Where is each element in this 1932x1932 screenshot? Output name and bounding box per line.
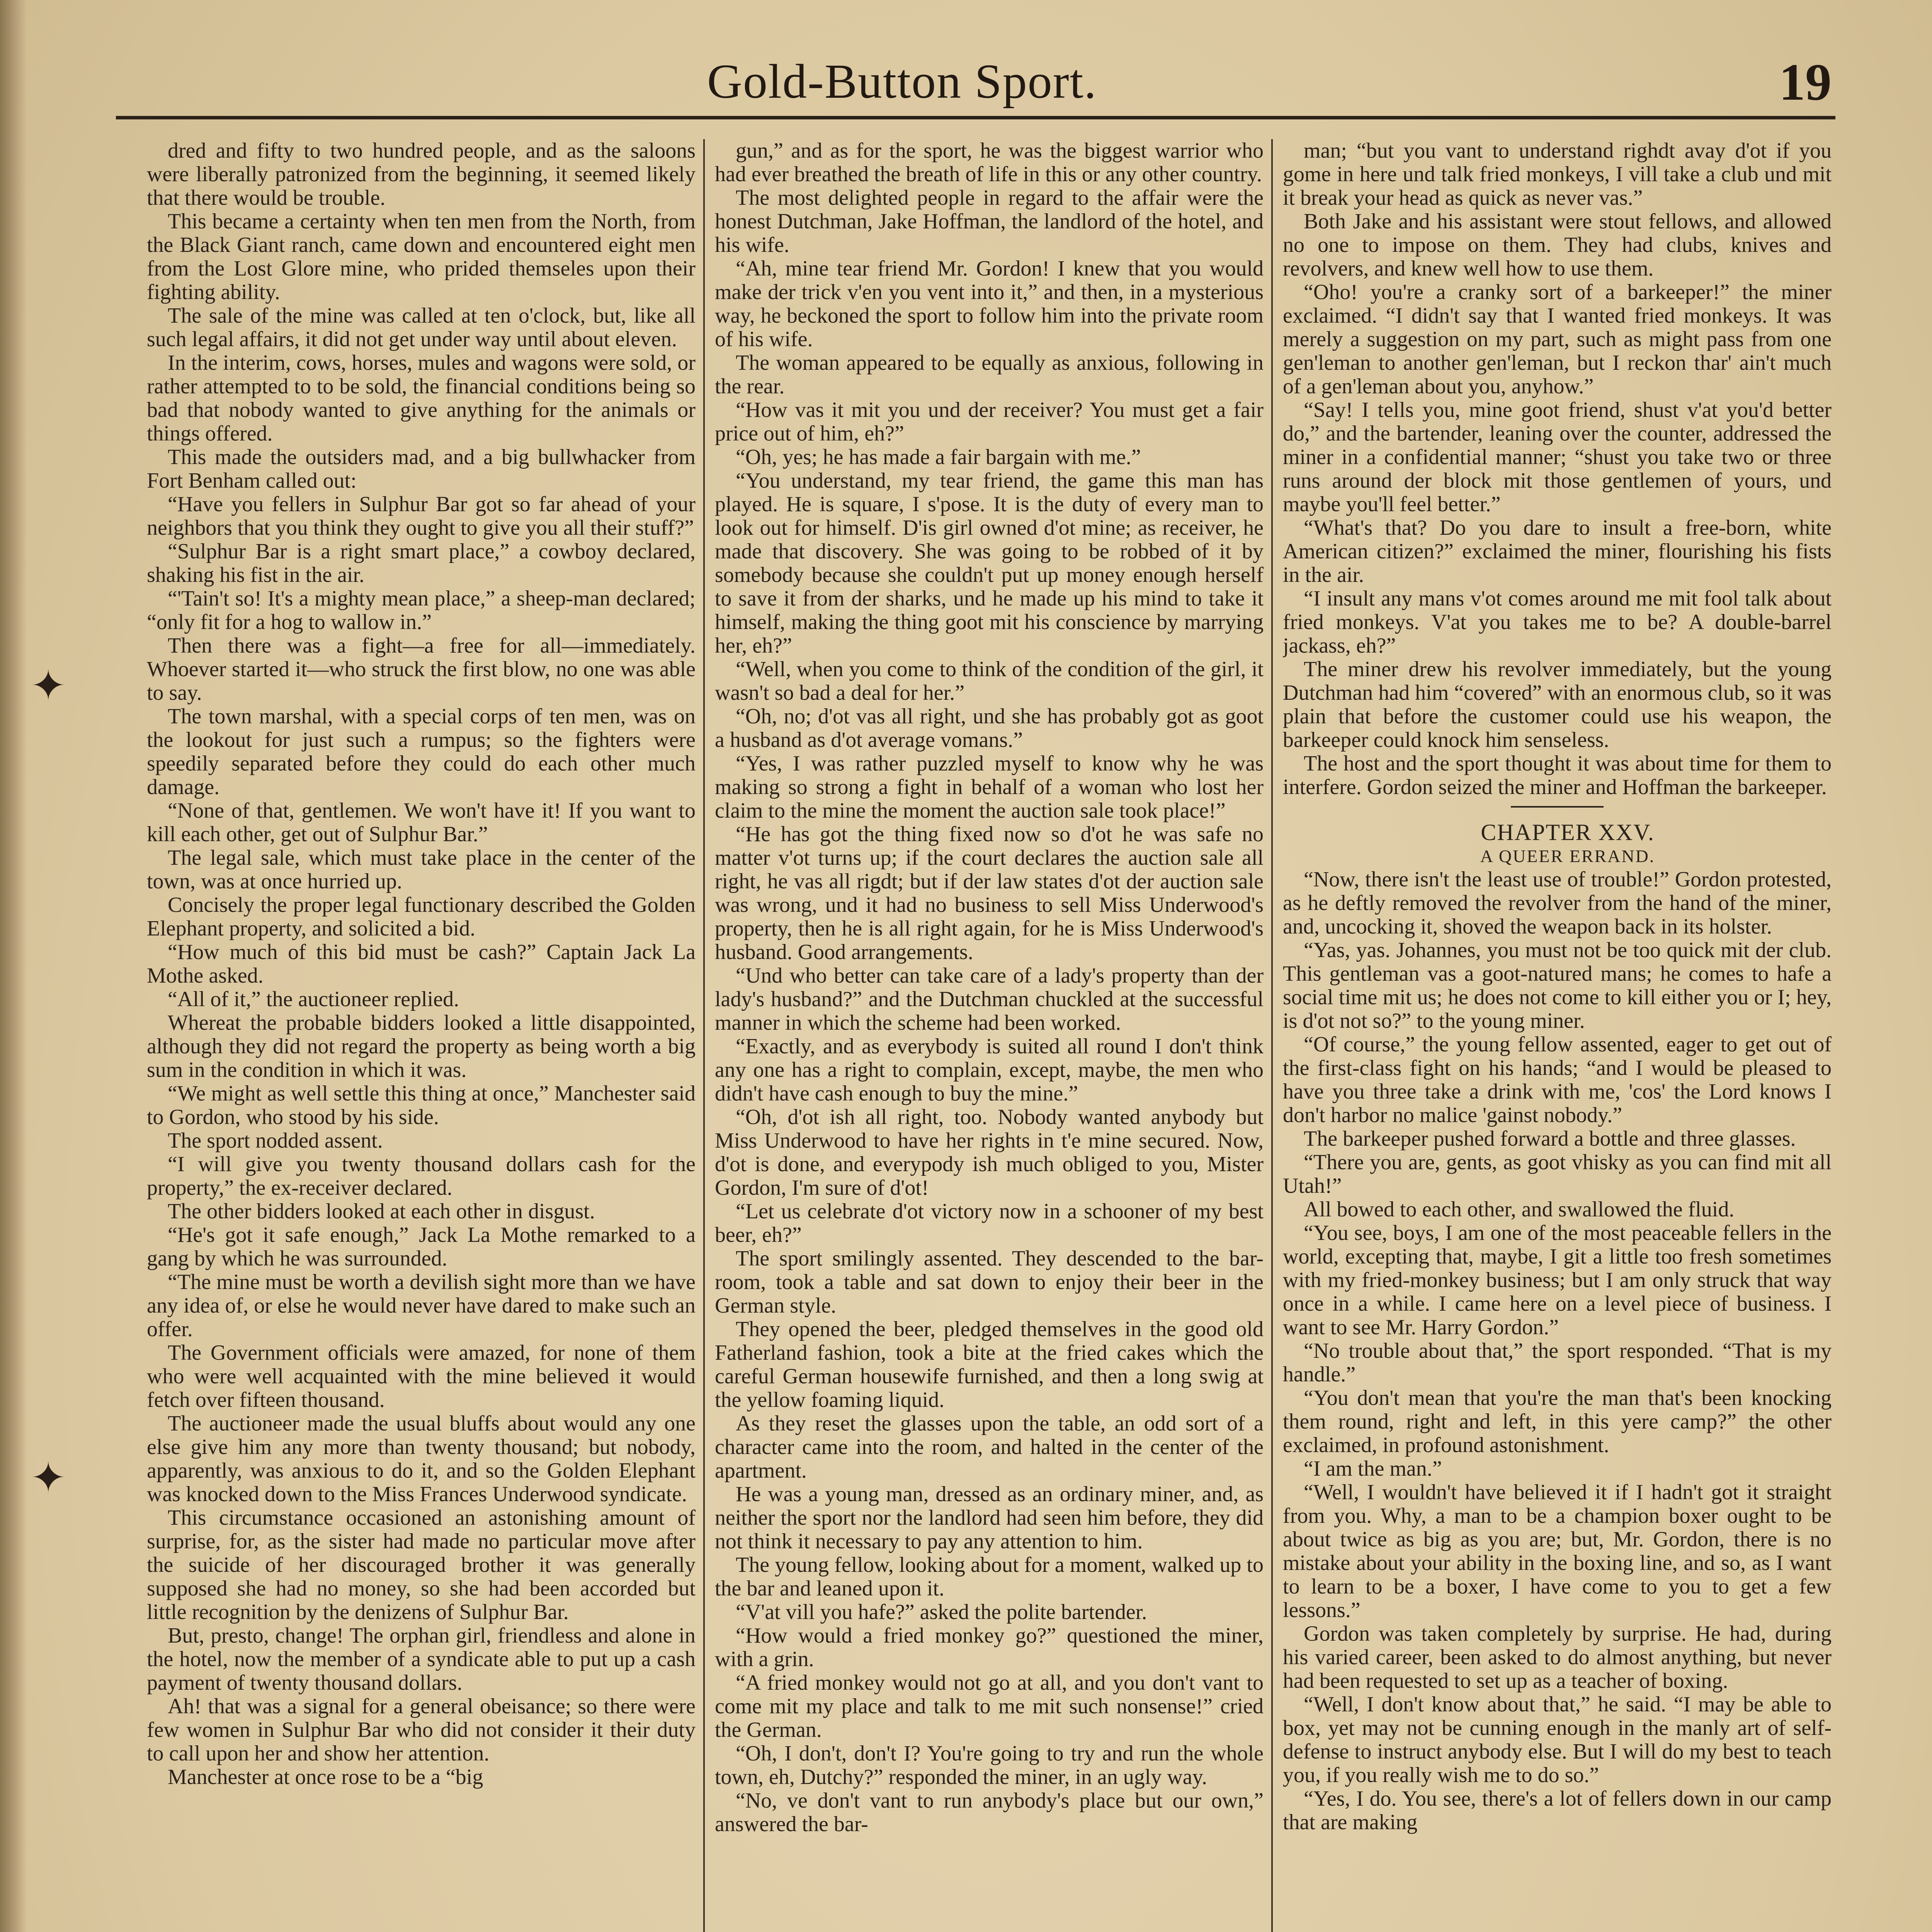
paragraph: The auctioneer made the usual bluffs about would any one else give him any more than twenty thousand; but nobody, apparently, was anxious to do it, and so the Golden Elephant was knocked down to the Miss Frances Underwood syndicate. bbox=[147, 1412, 696, 1506]
paragraph: This circumstance occasioned an astonishing amount of surprise, for, as the sister had made no particular move after the suicide of her discouraged brother it was generally supposed she had no money, so she had been accorded but little recognition by the denizens of Sulphur Bar. bbox=[147, 1506, 696, 1624]
paragraph: “Oh, d'ot ish all right, too. Nobody wanted anybody but Miss Underwood to have her rights in t'e mine secured. Now, d'ot is done, and everypody ish much obliged to you, Mister Gordon, I'm sure of d'ot! bbox=[715, 1105, 1264, 1200]
binding-hole-icon: ✦ bbox=[30, 662, 66, 709]
page-header bbox=[116, 35, 1835, 119]
paragraph: The sport smilingly assented. They descended to the bar-room, took a table and sat down to enjoy their beer in the German style. bbox=[715, 1247, 1264, 1318]
paragraph: “No, ve don't vant to run anybody's place but our own,” answered the bar- bbox=[715, 1789, 1264, 1836]
page-number: 19 bbox=[1779, 53, 1832, 111]
paragraph: “Have you fellers in Sulphur Bar got so far ahead of your neighbors that you think they ought to give you all their stuff?” bbox=[147, 492, 696, 540]
paragraph: “No trouble about that,” the sport responded. “That is my handle.” bbox=[1283, 1339, 1832, 1386]
paragraph: “You understand, my tear friend, the game this man has played. He is square, I s'pose. It is the duty of every man to look out for himself. D'is girl owned d'ot mine; as receiver, he made that discovery. She was going to be robbed of it by somebody because she couldn't put up money enough herself to save it from der sharks, und he made up his mind to take it himself, making the thing goot mit his conscience by marrying her, eh?” bbox=[715, 469, 1264, 658]
paragraph: “The mine must be worth a devilish sight more than we have any idea of, or else he would never have dared to make such an offer. bbox=[147, 1270, 696, 1341]
paragraph: “Yas, yas. Johannes, you must not be too quick mit der club. This gentleman vas a goot-natured mans; he comes to hafe a social time mit us; he does not come to kill either you or I; hey, is d'ot not so?” to the young miner. bbox=[1283, 938, 1832, 1033]
paragraph: “Und who better can take care of a lady's property than der lady's husband?” and the Dutchman chuckled at the successful manner in which the scheme had been worked. bbox=[715, 964, 1264, 1035]
paragraph: “I am the man.” bbox=[1304, 1457, 1442, 1481]
chapter-title: CHAPTER XXV. bbox=[1481, 820, 1655, 845]
paragraph: He was a young man, dressed as an ordinary miner, and, as neither the sport nor the landlord had seen him before, they did not think it necessary to pay any attention to him. bbox=[715, 1482, 1264, 1553]
paragraph: This made the outsiders mad, and a big bullwhacker from Fort Benham called out: bbox=[147, 445, 696, 493]
paragraph: “V'at vill you hafe?” asked the polite bartender. bbox=[736, 1600, 1147, 1624]
paragraph: “How vas it mit you und der receiver? You must get a fair price out of him, eh?” bbox=[715, 398, 1264, 446]
paragraph: Then there was a fight—a free for all—immediately. Whoever started it—who struck the first blow, no one was able to say. bbox=[147, 634, 696, 705]
paragraph: “All of it,” the auctioneer replied. bbox=[168, 987, 459, 1011]
paragraph: “What's that? Do you dare to insult a free-born, white American citizen?” exclaimed the miner, flourishing his fists in the air. bbox=[1283, 516, 1832, 587]
paragraph: “Oh, no; d'ot vas all right, und she has probably got as goot a husband as d'ot average vomans.” bbox=[715, 704, 1264, 752]
publication-title: Gold-Button Sport. bbox=[707, 55, 1097, 109]
paragraph: “Of course,” the young fellow assented, eager to get out of the first-class fight on his hands; “and I would be pleased to have you three take a drink with me, 'cos' the Lord knows I don't harbor no malice 'gainst nobody.” bbox=[1283, 1032, 1832, 1127]
paragraph: “I insult any mans v'ot comes around me mit fool talk about fried monkeys. V'at you takes me to be? A double-barrel jackass, eh?” bbox=[1283, 587, 1832, 658]
binding-hole-icon: ✦ bbox=[30, 1454, 66, 1502]
paragraph: “Well, when you come to think of the condition of the girl, it wasn't so bad a deal for her.” bbox=[715, 657, 1264, 705]
paragraph: “A fried monkey would not go at all, and you don't vant to come mit my place and talk to me mit such nonsense!” cried the German. bbox=[715, 1671, 1264, 1742]
paragraph: “Well, I wouldn't have believed it if I hadn't got it straight from you. Why, a man to be a champion boxer ought to be about twice as big as you are; but, Mr. Gordon, there is no mistake about your ability in the boxing line, and so, as I want to learn to be a boxer, I have come to you to get a few lessons.” bbox=[1283, 1480, 1832, 1622]
paragraph: “Let us celebrate d'ot victory now in a schooner of my best beer, eh?” bbox=[715, 1199, 1264, 1247]
paragraph: “Oho! you're a cranky sort of a barkeeper!” the miner exclaimed. “I didn't say that I wanted fried monkeys. It was merely a suggestion on my part, such as might pass from one gen'leman to another gen'leman, but I reckon thar' ain't much of a gen'leman about you, anyhow.” bbox=[1283, 280, 1832, 398]
paragraph: “None of that, gentlemen. We won't have it! If you want to kill each other, get out of Sulphur Bar.” bbox=[147, 799, 696, 846]
page-edge-left bbox=[0, 0, 27, 1932]
paragraph: The most delighted people in regard to the affair were the honest Dutchman, Jake Hoffman, the landlord of the hotel, and his wife. bbox=[715, 186, 1264, 257]
paragraph: The miner drew his revolver immediately, but the young Dutchman had him “covered” with an enormous club, so it was plain that before the customer could use his weapon, the barkeeper could knock him senseless. bbox=[1283, 657, 1832, 752]
text-column-1 bbox=[147, 139, 696, 1932]
paragraph: But, presto, change! The orphan girl, friendless and alone in the hotel, now the member of a syndicate able to put up a cash payment of twenty thousand dollars. bbox=[147, 1624, 696, 1695]
paragraph: “Well, I don't know about that,” he said. “I may be able to box, yet may not be cunning enough in the manly art of self-defense to instruct anybody else. But I will do my best to teach you, if you really wish me to do so.” bbox=[1283, 1692, 1832, 1787]
paragraph: The legal sale, which must take place in the center of the town, was at once hurried up. bbox=[147, 846, 696, 893]
paragraph: They opened the beer, pledged themselves in the good old Fatherland fashion, took a bite at the fried cakes which the careful German housewife furnished, and then a long swig at the yellow foaming liquid. bbox=[715, 1317, 1264, 1412]
column-rule bbox=[1271, 139, 1273, 1932]
paragraph: “He's got it safe enough,” Jack La Mothe remarked to a gang by which he was surrounded. bbox=[147, 1223, 696, 1270]
paragraph: The town marshal, with a special corps of ten men, was on the lookout for just such a rumpus; so the fighters were speedily separated before they could do each other much damage. bbox=[147, 704, 696, 799]
paragraph: dred and fifty to two hundred people, and as the saloons were liberally patronized from the beginning, it seemed likely that there would be trouble. bbox=[147, 139, 696, 210]
paragraph: As they reset the glasses upon the table, an odd sort of a character came into the room, and halted in the center of the apartment. bbox=[715, 1412, 1264, 1483]
paragraph: The Government officials were amazed, for none of them who were well acquainted with the mine believed it would fetch over fifteen thousand. bbox=[147, 1341, 696, 1412]
paragraph: This became a certainty when ten men from the North, from the Black Giant ranch, came down and encountered eight men from the Lost Glore mine, who prided themseles upon their fighting ability. bbox=[147, 209, 696, 304]
paragraph: “Oh, yes; he has made a fair bargain with me.” bbox=[736, 445, 1141, 469]
column-rule bbox=[703, 139, 705, 1932]
paragraph: “You don't mean that you're the man that's been knocking them round, right and left, in this yere camp?” the other exclaimed, in profound astonishment. bbox=[1283, 1386, 1832, 1457]
text-column-2 bbox=[715, 139, 1264, 1932]
chapter-separator bbox=[1511, 806, 1604, 808]
paragraph: “Yes, I was rather puzzled myself to know why he was making so strong a fight in behalf of a woman who lost her claim to the mine the moment the auction sale took place!” bbox=[715, 752, 1264, 823]
paragraph: gun,” and as for the sport, he was the biggest warrior who had ever breathed the breath of life in this or any other country. bbox=[715, 139, 1264, 186]
paragraph: The woman appeared to be equally as anxious, following in the rear. bbox=[715, 351, 1264, 398]
paragraph: Both Jake and his assistant were stout fellows, and allowed no one to impose on them. They had clubs, knives and revolvers, and knew well how to use them. bbox=[1283, 209, 1832, 281]
paragraph: The young fellow, looking about for a moment, walked up to the bar and leaned upon it. bbox=[715, 1553, 1264, 1600]
paragraph: Concisely the proper legal functionary described the Golden Elephant property, and solicited a bid. bbox=[147, 893, 696, 940]
paragraph: Ah! that was a signal for a general obeisance; so there were few women in Sulphur Bar who did not consider it their duty to call upon her and show her attention. bbox=[147, 1694, 696, 1765]
paragraph: “Sulphur Bar is a right smart place,” a cowboy declared, shaking his fist in the air. bbox=[147, 539, 696, 587]
paragraph: All bowed to each other, and swallowed the fluid. bbox=[1304, 1197, 1735, 1221]
paragraph: “Say! I tells you, mine goot friend, shust v'at you'd better do,” and the bartender, leaning over the counter, addressed the miner in a confidential manner; “shust you take two or three runs around der block mit those gentlemen of yours, und maybe you'll feel better.” bbox=[1283, 398, 1832, 516]
paragraph: “How would a fried monkey go?” questioned the miner, with a grin. bbox=[715, 1624, 1264, 1671]
paragraph: The barkeeper pushed forward a bottle and three glasses. bbox=[1304, 1127, 1796, 1151]
paragraph: Whereat the probable bidders looked a little disappointed, although they did not regard the property as being worth a big sum in the condition in which it was. bbox=[147, 1011, 696, 1082]
paragraph: “You see, boys, I am one of the most peaceable fellers in the world, excepting that, maybe, I git a little too fresh sometimes with my fried-monkey business; but I am only struck that way once in a while. I came here on a level piece of business. I want to see Mr. Harry Gordon.” bbox=[1283, 1221, 1832, 1339]
paragraph: “He has got the thing fixed now so d'ot he was safe no matter v'ot turns up; if the court declares the auction sale all right, he vas all rigdt; but if der law states d'ot der auction sale was wrong, und it had no business to sell Miss Underwood's property, then he is all right again, for he is Miss Underwood's husband. Good arrangements. bbox=[715, 822, 1264, 964]
paragraph: Gordon was taken completely by surprise. He had, during his varied career, been asked to do almost anything, but never had been requested to set up as a teacher of boxing. bbox=[1283, 1622, 1832, 1693]
paragraph: The sport nodded assent. bbox=[168, 1129, 383, 1153]
text-column-3 bbox=[1283, 139, 1832, 1932]
paragraph: The sale of the mine was called at ten o'clock, but, like all such legal affairs, it did not get under way until about eleven. bbox=[147, 304, 696, 351]
paragraph: “Exactly, and as everybody is suited all round I don't think any one has a right to complain, except, maybe, the men who didn't have cash enough to buy the mine.” bbox=[715, 1034, 1264, 1105]
paragraph: The other bidders looked at each other in disgust. bbox=[168, 1199, 595, 1223]
chapter-subtitle: A QUEER ERRAND. bbox=[1480, 846, 1655, 866]
paragraph: “Now, there isn't the least use of trouble!” Gordon protested, as he deftly removed the revolver from the hand of the miner, and, uncocking it, shoved the weapon back in its holster. bbox=[1283, 867, 1832, 939]
paragraph: man; “but you vant to understand righdt avay d'ot if you gome in here und talk fried monkeys, I vill take a club und mit it break your head as quick as never vas.” bbox=[1283, 139, 1832, 210]
paragraph: “There you are, gents, as goot vhisky as you can find mit all Utah!” bbox=[1283, 1150, 1832, 1198]
paragraph: “I will give you twenty thousand dollars cash for the property,” the ex-receiver declared. bbox=[147, 1152, 696, 1200]
paragraph: “Yes, I do. You see, there's a lot of fellers down in our camp that are making bbox=[1283, 1787, 1832, 1834]
paragraph: “We might as well settle this thing at once,” Manchester said to Gordon, who stood by his side. bbox=[147, 1082, 696, 1129]
paragraph: “Oh, I don't, don't I? You're going to try and run the whole town, eh, Dutchy?” responded the miner, in an ugly way. bbox=[715, 1742, 1264, 1789]
paragraph: “How much of this bid must be cash?” Captain Jack La Mothe asked. bbox=[147, 940, 696, 988]
paragraph: The host and the sport thought it was about time for them to interfere. Gordon seized the miner and Hoffman the barkeeper. bbox=[1283, 752, 1832, 799]
paragraph: Manchester at once rose to be a “big bbox=[168, 1765, 483, 1789]
paragraph: In the interim, cows, horses, mules and wagons were sold, or rather attempted to to be sold, the financial conditions being so bad that nobody wanted to give anything for the animals or things offered. bbox=[147, 351, 696, 446]
paragraph: “Ah, mine tear friend Mr. Gordon! I knew that you would make der trick v'en you vent into it,” and then, in a mysterious way, he beckoned the sport to follow him into the private room of his wife. bbox=[715, 257, 1264, 351]
paragraph: “'Tain't so! It's a mighty mean place,” a sheep-man declared; “only fit for a hog to wallow in.” bbox=[147, 587, 696, 634]
